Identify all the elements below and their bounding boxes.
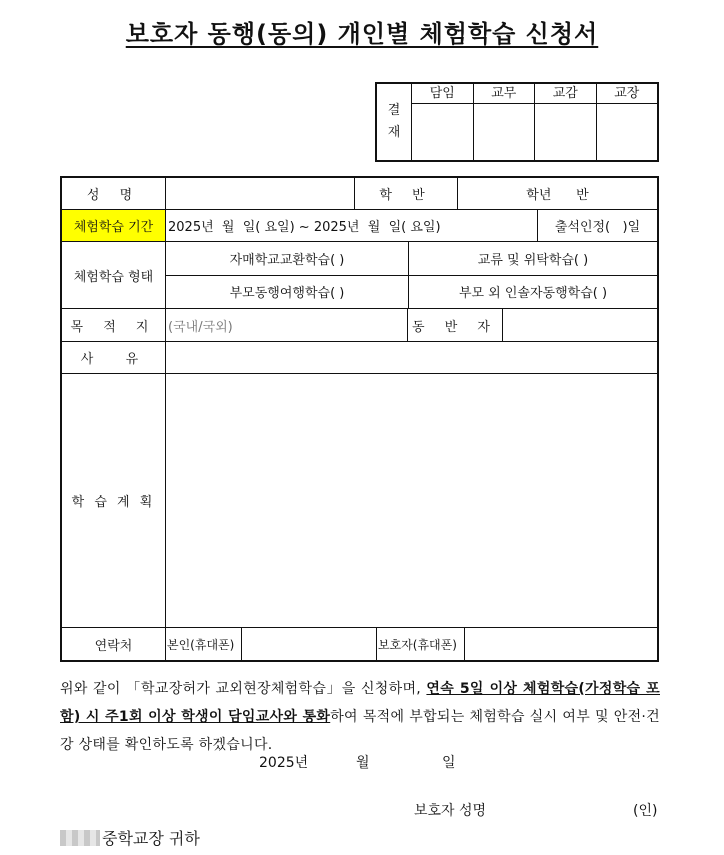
approval-sign-principal[interactable]: [597, 104, 658, 160]
grade-class-input[interactable]: 학년 반: [457, 178, 657, 209]
approval-head-principal: 교장: [597, 84, 658, 104]
approval-label: 결 재: [377, 84, 412, 160]
date-day: 일: [442, 755, 456, 771]
date-month: 월: [356, 755, 370, 771]
redacted-school-name: [60, 830, 100, 846]
row-plan: [62, 374, 657, 628]
row-period: [62, 210, 657, 242]
destination-input[interactable]: (국내/국외): [165, 309, 407, 341]
page-title: 보호자 동행(동의) 개인별 체험학습 신청서: [125, 20, 599, 48]
signature-label: 보호자 성명: [414, 803, 487, 819]
row-contact: [62, 628, 657, 660]
approval-box: [375, 82, 659, 162]
date-year: 2025년: [259, 755, 309, 771]
approval-head-vice-principal: 교감: [535, 84, 596, 104]
statement: 위와 같이 「학교장허가 교외현장체험학습」을 신청하며, 연속 5일 이상 체험학습(가정학습 포함) 시 주1회 이상 학생이 담임교사와 통화하여 목적에 부합되는 체험학습 실시 여부 및 안전·건강 상태를 확인하도록 하겠습니다.: [60, 681, 661, 753]
signature-seal[interactable]: (인): [633, 803, 658, 819]
type-option-sister-school[interactable]: 자매학교교환학습( ): [229, 253, 345, 268]
approval-sign-homeroom[interactable]: [412, 104, 473, 160]
attendance-input[interactable]: 출석인정( )일: [537, 210, 657, 241]
approval-head-academic: 교무: [474, 84, 535, 104]
name-label: 성 명: [86, 188, 141, 203]
type-option-exchange[interactable]: 교류 및 위탁학습( ): [408, 242, 657, 275]
companion-label: 동 반 자: [407, 309, 502, 341]
contact-label: 연락처: [94, 638, 133, 654]
type-option-other-guardian[interactable]: 부모 외 인솔자동행학습( ): [408, 275, 657, 308]
approval-sign-vice-principal[interactable]: [535, 104, 596, 160]
approval-sign-academic[interactable]: [474, 104, 535, 160]
row-reason: [62, 342, 657, 374]
type-label: 체험학습 형태: [73, 269, 154, 285]
class-label: 학 반: [354, 178, 457, 209]
approval-head-homeroom: 담임: [412, 84, 473, 104]
contact-guardian-input[interactable]: [464, 628, 657, 660]
application-form-table: [60, 176, 659, 662]
statement-emphasis: 연속 5일 이상 체험학습(가정학습 포함) 시 주1회 이상 학생이 담임교사와 통화: [60, 681, 660, 725]
row-destination: [62, 309, 657, 342]
row-name: [62, 178, 657, 210]
plan-label: 학 습 계 획: [71, 495, 156, 510]
row-type: [62, 242, 657, 309]
contact-guardian-label: 보호자(휴대폰): [376, 628, 464, 660]
type-option-parent-travel[interactable]: 부모동행여행학습( ): [229, 286, 345, 301]
companion-input[interactable]: [502, 309, 657, 341]
reason-label: 사 유: [80, 352, 147, 367]
destination-label: 목 적 지: [70, 319, 157, 335]
period-label: 체험학습 기간: [62, 210, 165, 241]
reason-input[interactable]: [165, 342, 657, 373]
contact-self-input[interactable]: [241, 628, 376, 660]
period-input[interactable]: 2025년 월 일( 요일) ~ 2025년 월 일( 요일): [165, 210, 537, 241]
plan-input[interactable]: [165, 374, 657, 627]
name-input[interactable]: [165, 178, 354, 209]
contact-self-label: 본인(휴대폰): [165, 628, 241, 660]
recipient: 중학교장 귀하: [60, 826, 200, 849]
